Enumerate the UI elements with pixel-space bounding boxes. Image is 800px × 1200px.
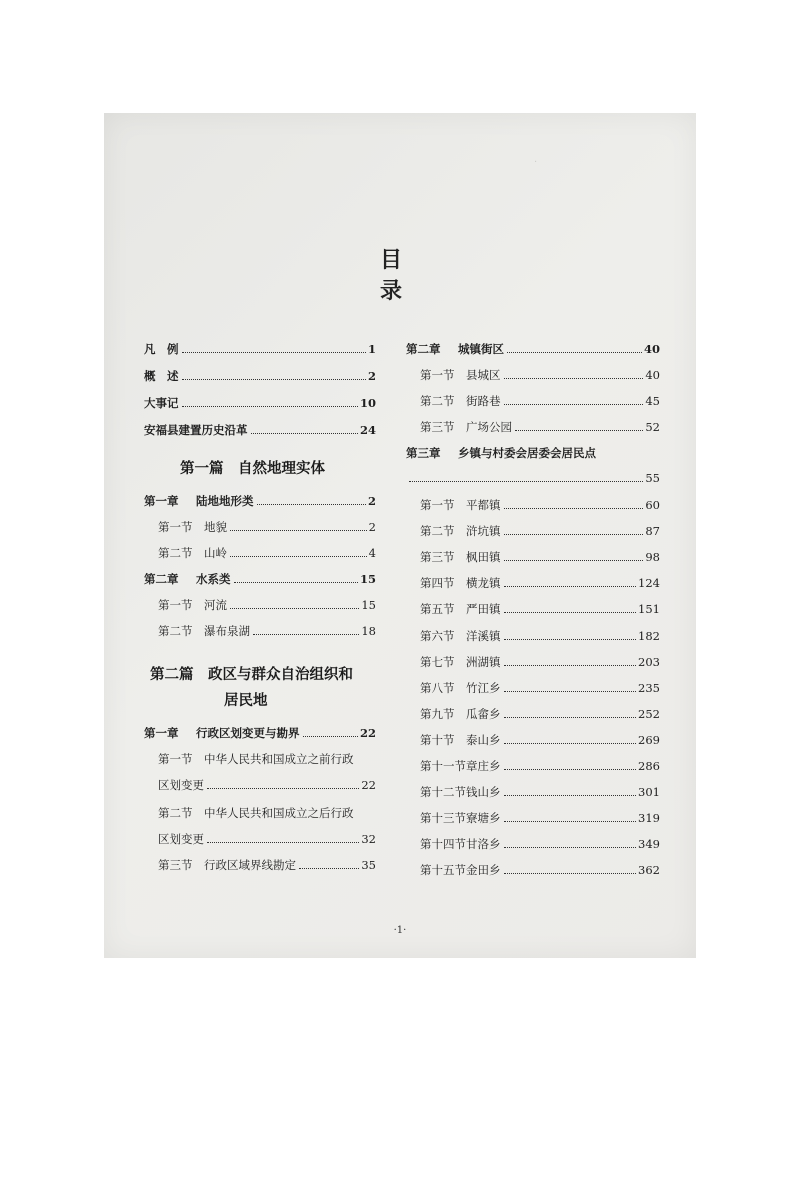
toc-label: 地貌: [204, 520, 227, 534]
leader-dots: [504, 716, 637, 718]
toc-section[interactable]: [420, 862, 660, 882]
book-page: [104, 113, 696, 958]
toc-section[interactable]: [420, 549, 660, 569]
toc-section[interactable]: [420, 680, 660, 700]
toc-page-number: 40: [643, 342, 660, 356]
toc-page-number: 349: [638, 837, 660, 852]
bleed-through-mark: [144, 213, 294, 228]
toc-page-number: 98: [645, 550, 660, 565]
toc-page-number: 15: [359, 572, 376, 586]
toc-label: 中华人民共和国成立之前行政: [204, 752, 354, 766]
toc-page-number: 18: [361, 624, 376, 638]
toc-chapter[interactable]: [144, 493, 376, 513]
section-number: 第十节: [420, 732, 455, 747]
toc-label: 凡 例: [144, 342, 179, 356]
chapter-number: 第三章: [406, 446, 441, 460]
leader-dots: [504, 403, 644, 405]
toc-section[interactable]: [420, 732, 660, 752]
toc-label: 中华人民共和国成立之后行政: [204, 806, 354, 820]
toc-page-number: 10: [359, 396, 376, 410]
toc-label: 县城区: [466, 368, 501, 382]
toc-label: 区划变更: [158, 778, 204, 792]
part-heading: 第二篇 政区与群众自治组织和: [150, 666, 353, 683]
leader-dots: [182, 351, 366, 353]
leader-dots: [504, 794, 637, 796]
section-number: 第一节: [158, 752, 193, 766]
toc-page-number: 4: [368, 546, 376, 560]
leader-dots: [515, 429, 643, 431]
leader-dots: [504, 742, 637, 744]
leader-dots: [504, 872, 637, 874]
toc-section[interactable]: [420, 628, 660, 648]
toc-label: 大事记: [144, 396, 179, 410]
toc-page-number: 301: [638, 785, 660, 800]
toc-label: 甘洛乡: [466, 837, 501, 852]
leader-dots: [230, 607, 359, 609]
toc-page-number: 45: [645, 394, 660, 408]
chapter-number: 第二章: [406, 342, 441, 356]
toc-label: 乡镇与村委会居委会居民点: [458, 446, 596, 460]
toc-section[interactable]: [158, 805, 376, 825]
leader-dots: [182, 378, 366, 380]
toc-label: 行政区划变更与勘界: [196, 726, 300, 740]
toc-section-continued[interactable]: [158, 831, 376, 851]
section-number: 第二节: [420, 394, 455, 408]
toc-label: 章庄乡: [466, 759, 501, 773]
toc-page-number: 203: [638, 654, 660, 669]
toc-entry-front-2[interactable]: [144, 368, 376, 388]
toc-label: 水系类: [196, 572, 231, 586]
toc-label: 山岭: [204, 546, 227, 560]
toc-page-number: 151: [638, 602, 660, 617]
leader-dots: [207, 787, 359, 789]
toc-page-number: 52: [645, 420, 660, 434]
toc-entry-front-4[interactable]: [144, 422, 376, 442]
leader-dots: [207, 841, 359, 843]
toc-page-number: 32: [361, 832, 376, 846]
leader-dots: [504, 585, 637, 587]
section-number: 第十五节: [420, 863, 466, 878]
toc-chapter[interactable]: [144, 571, 376, 591]
toc-page-number: 60: [645, 498, 660, 512]
toc-label: 区划变更: [158, 832, 204, 846]
chapter-number: 第一章: [144, 726, 179, 740]
toc-section[interactable]: [420, 419, 660, 439]
leader-dots: [504, 820, 637, 822]
section-number: 第十四节: [420, 837, 466, 852]
toc-label: 竹江乡: [466, 680, 501, 695]
toc-page-number: 319: [638, 811, 660, 826]
toc-section[interactable]: [420, 601, 660, 621]
leader-dots: [234, 581, 358, 583]
toc-page-number: 182: [638, 628, 660, 643]
section-number: 第九节: [420, 706, 455, 721]
leader-dots: [504, 664, 637, 666]
chapter-number: 第一章: [144, 494, 179, 508]
section-number: 第一节: [420, 368, 455, 382]
section-number: 第七节: [420, 654, 455, 669]
toc-page-number: 2: [367, 369, 376, 383]
toc-page-number: 87: [645, 524, 660, 539]
leader-dots: [504, 377, 644, 379]
toc-page-number: 24: [359, 423, 376, 437]
toc-section[interactable]: [158, 857, 376, 877]
toc-label: 钱山乡: [466, 785, 501, 800]
section-number: 第二节: [158, 546, 193, 560]
leader-dots: [504, 533, 644, 535]
toc-chapter[interactable]: [144, 725, 376, 745]
toc-label: 横龙镇: [466, 576, 501, 591]
toc-section[interactable]: [158, 519, 376, 539]
section-number: 第一节: [158, 598, 193, 612]
toc-page-number: 2: [368, 520, 376, 534]
toc-label: 金田乡: [466, 863, 501, 878]
toc-section-continued[interactable]: [158, 777, 376, 797]
toc-chapter-continued[interactable]: [406, 471, 660, 491]
toc-section[interactable]: [420, 497, 660, 517]
section-number: 第二节: [420, 524, 455, 539]
part-heading-continued: 居民地: [224, 692, 268, 709]
toc-page-number: 35: [361, 858, 376, 872]
section-number: 第十一节: [420, 759, 466, 773]
leader-dots: [230, 555, 367, 557]
toc-label: 瓜畲乡: [466, 706, 501, 721]
section-number: 第一节: [158, 520, 193, 534]
page-number-footer: ·1·: [393, 925, 407, 936]
leader-dots: [230, 529, 367, 531]
toc-page-number: 235: [638, 680, 660, 695]
toc-label: 洋溪镇: [466, 628, 501, 643]
toc-page-number: 286: [638, 759, 660, 773]
toc-label: 行政区域界线勘定: [204, 858, 296, 872]
toc-label: 安福县建置历史沿革: [144, 423, 248, 437]
toc-page-number: 22: [361, 778, 376, 792]
toc-label: 城镇街区: [458, 342, 504, 356]
section-number: 第五节: [420, 602, 455, 617]
toc-section[interactable]: [420, 706, 660, 726]
section-number: 第八节: [420, 680, 455, 695]
leader-dots: [504, 638, 637, 640]
toc-page-number: 362: [638, 863, 660, 878]
toc-section[interactable]: [158, 545, 376, 565]
toc-label: 寮塘乡: [466, 811, 501, 826]
section-number: 第二节: [158, 806, 193, 820]
toc-page-number: 55: [645, 471, 660, 485]
toc-section[interactable]: [420, 810, 660, 830]
leader-dots: [504, 768, 637, 770]
toc-label: 枫田镇: [466, 550, 501, 565]
page-title: 目 录: [379, 247, 477, 304]
toc-page-number: 124: [638, 576, 660, 591]
leader-dots: [507, 351, 642, 353]
toc-page-number: 15: [361, 598, 376, 612]
toc-section[interactable]: [158, 623, 376, 643]
toc-label: 平都镇: [466, 498, 501, 512]
toc-label: 严田镇: [466, 602, 501, 617]
toc-section[interactable]: [158, 751, 376, 771]
toc-entry-front-1[interactable]: [144, 341, 376, 361]
toc-page-number: 252: [638, 706, 660, 721]
toc-section[interactable]: [420, 367, 660, 387]
leader-dots: [504, 846, 637, 848]
leader-dots: [504, 611, 637, 613]
section-number: 第十二节: [420, 785, 466, 800]
section-number: 第一节: [420, 498, 455, 512]
toc-label: 陆地地形类: [196, 494, 254, 508]
toc-page-number: 22: [359, 726, 376, 740]
leader-dots: [182, 405, 358, 407]
part-heading: 第一篇 自然地理实体: [180, 460, 325, 477]
leader-dots: [253, 633, 359, 635]
section-number: 第三节: [420, 420, 455, 434]
toc-section[interactable]: [420, 393, 660, 413]
toc-label: 浒坑镇: [466, 524, 501, 539]
toc-section[interactable]: [158, 597, 376, 617]
toc-label: 泰山乡: [466, 732, 501, 747]
section-number: 第三节: [420, 550, 455, 565]
leader-dots: [409, 480, 643, 482]
toc-section[interactable]: [420, 575, 660, 595]
toc-label: 广场公园: [466, 420, 512, 434]
toc-entry-front-3[interactable]: [144, 395, 376, 415]
toc-label: 洲湖镇: [466, 654, 501, 669]
toc-section[interactable]: [420, 523, 660, 543]
toc-label: 河流: [204, 598, 227, 612]
leader-dots: [251, 432, 358, 434]
toc-page-number: 2: [367, 494, 376, 508]
toc-page-number: 1: [367, 342, 376, 356]
toc-page-number: 269: [638, 732, 660, 747]
chapter-number: 第二章: [144, 572, 179, 586]
leader-dots: [504, 690, 637, 692]
toc-section[interactable]: [420, 784, 660, 804]
toc-label: 瀑布泉湖: [204, 624, 250, 638]
toc-section[interactable]: [420, 758, 660, 778]
leader-dots: [303, 735, 358, 737]
section-number: 第三节: [158, 858, 193, 872]
toc-label: 街路巷: [466, 394, 501, 408]
toc-chapter[interactable]: [406, 341, 660, 361]
leader-dots: [299, 867, 359, 869]
toc-label: 概 述: [144, 369, 179, 383]
bleed-through-mark: ·: [534, 157, 658, 168]
toc-section[interactable]: [420, 654, 660, 674]
section-number: 第六节: [420, 628, 455, 643]
leader-dots: [257, 503, 366, 505]
leader-dots: [504, 507, 644, 509]
leader-dots: [504, 559, 644, 561]
toc-chapter[interactable]: [406, 445, 660, 465]
section-number: 第十三节: [420, 811, 466, 826]
section-number: 第四节: [420, 576, 455, 591]
section-number: 第二节: [158, 624, 193, 638]
toc-section[interactable]: [420, 836, 660, 856]
toc-page-number: 40: [645, 368, 660, 382]
